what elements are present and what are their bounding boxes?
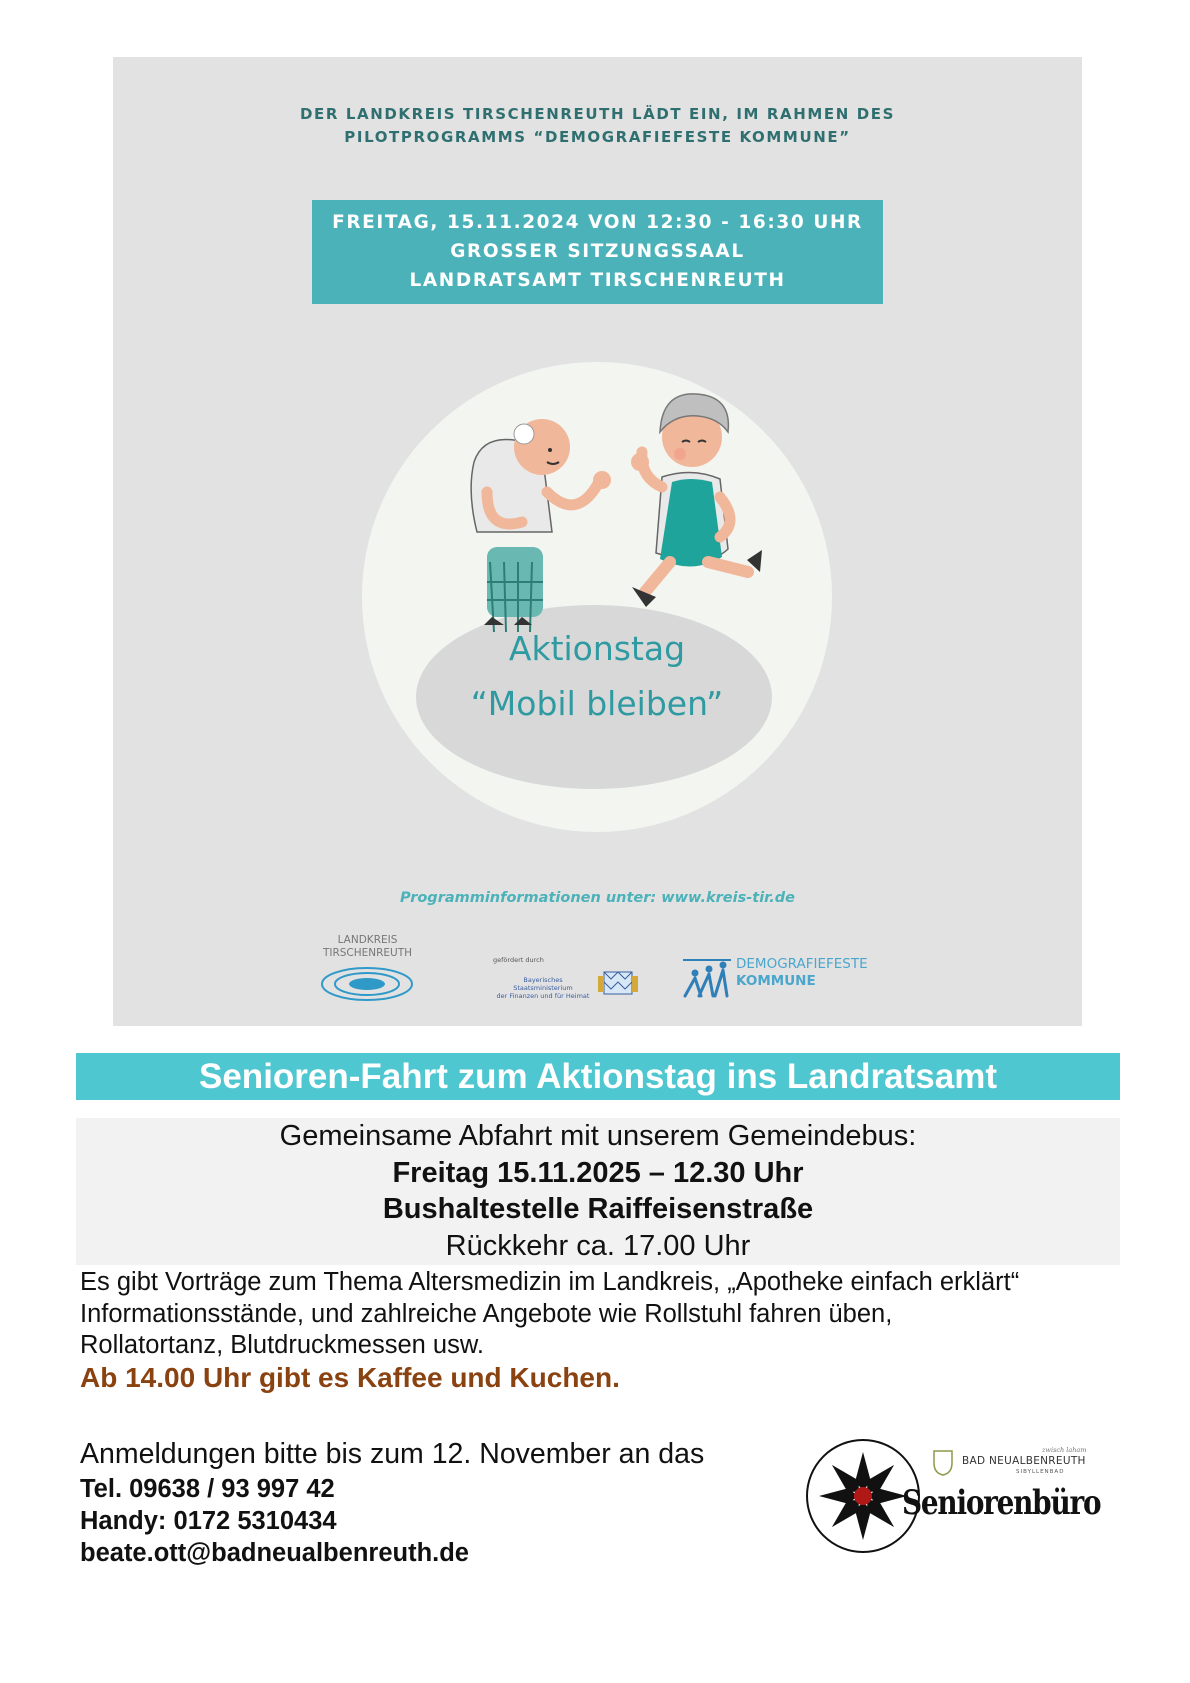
mobile-number: Handy: 0172 5310434: [80, 1507, 337, 1535]
departure-date: Freitag 15.11.2025 – 12.30 Uhr: [392, 1156, 804, 1189]
event-description: [80, 1267, 1120, 1362]
description-line-3: Rollatortanz, Blutdruckmessen usw.: [80, 1331, 484, 1359]
date-line-1: FREITAG, 15.11.2024 VON 12:30 - 16:30 UHR: [332, 212, 863, 233]
bayern-ministry-text: [493, 976, 593, 1000]
email-address[interactable]: beate.ott@badneualbenreuth.de: [80, 1539, 469, 1567]
program-info-text: Programminformationen unter: www.kreis-tir.de: [400, 890, 795, 906]
invite-line-1: DER LANDKREIS TIRSCHENREUTH LÄDT EIN, IM RAHMEN DES: [299, 105, 896, 123]
town-crest-icon: [932, 1449, 954, 1477]
seniorenbuero-wordmark: Seniorenbüro: [902, 1483, 1101, 1523]
bavarian-crest-icon: [598, 970, 638, 996]
description-line-2: Informationsstände, und zahlreiche Angebote wie Rollstuhl fahren üben,: [80, 1299, 893, 1328]
bayern-ministry-logo: [493, 956, 653, 1006]
bayern-ministry-line-1: Bayerisches Staatsministerium: [513, 976, 573, 992]
event-title-line-2: “Mobil bleiben”: [470, 684, 724, 723]
return-time: Rückkehr ca. 17.00 Uhr: [445, 1229, 751, 1262]
registration-intro: Anmeldungen bitte bis zum 12. November an das: [80, 1438, 705, 1470]
landkreis-logo-line-2: TIRSCHENREUTH: [322, 947, 413, 959]
landkreis-logo-line-1: LANDKREIS: [337, 934, 398, 946]
event-title-line-1: Aktionstag: [508, 629, 686, 668]
seniorenbuero-tagline: zwisch laham: [1042, 1446, 1087, 1454]
departure-location: Bushaltestelle Raiffeisenstraße: [382, 1193, 814, 1225]
date-line-2: GROSSER SITZUNGSSAAL: [450, 241, 745, 262]
demografie-logo-line-1: DEMOGRAFIEFESTE: [736, 956, 868, 972]
dancing-seniors-illustration: [362, 362, 832, 832]
seniorenbuero-logo: [804, 1437, 1114, 1557]
trip-banner-heading: Senioren-Fahrt zum Aktionstag ins Landratsamt: [76, 1053, 1120, 1100]
registration-contact: [80, 1437, 704, 1569]
landkreis-logo: [320, 934, 415, 1009]
seniorenbuero-subtitle: SIBYLLENBAD: [1016, 1469, 1065, 1475]
invite-line-2: PILOTPROGRAMMS “DEMOGRAFIEFESTE KOMMUNE”: [344, 128, 851, 146]
bayern-gefoerdert-text: gefördert durch: [493, 956, 544, 964]
demografiefeste-kommune-logo: [681, 956, 871, 1001]
event-poster: [113, 57, 1082, 1026]
phone-number: Tel. 09638 / 93 997 42: [80, 1475, 335, 1503]
seniorenbuero-town: BAD NEUALBENREUTH: [962, 1455, 1086, 1467]
poster-date-box: [312, 200, 883, 304]
description-line-1: Es gibt Vorträge zum Thema Altersmedizin im Landkreis, „Apotheke einfach erklärt“: [80, 1268, 1020, 1296]
demografiefeste-text: [736, 956, 868, 990]
bayern-ministry-line-2: der Finanzen und für Heimat: [496, 992, 590, 1000]
poster-invitation: [113, 103, 1082, 149]
departure-line-1: Gemeinsame Abfahrt mit unserem Gemeindebus:: [279, 1120, 917, 1152]
coffee-cake-highlight: Ab 14.00 Uhr gibt es Kaffee und Kuchen.: [80, 1362, 620, 1393]
water-ripple-icon: [320, 960, 415, 1004]
departure-info-box: [76, 1118, 1120, 1265]
people-walking-icon: [681, 956, 733, 998]
date-line-3: LANDRATSAMT TIRSCHENREUTH: [409, 270, 786, 291]
demografie-logo-line-2: KOMMUNE: [736, 973, 816, 989]
